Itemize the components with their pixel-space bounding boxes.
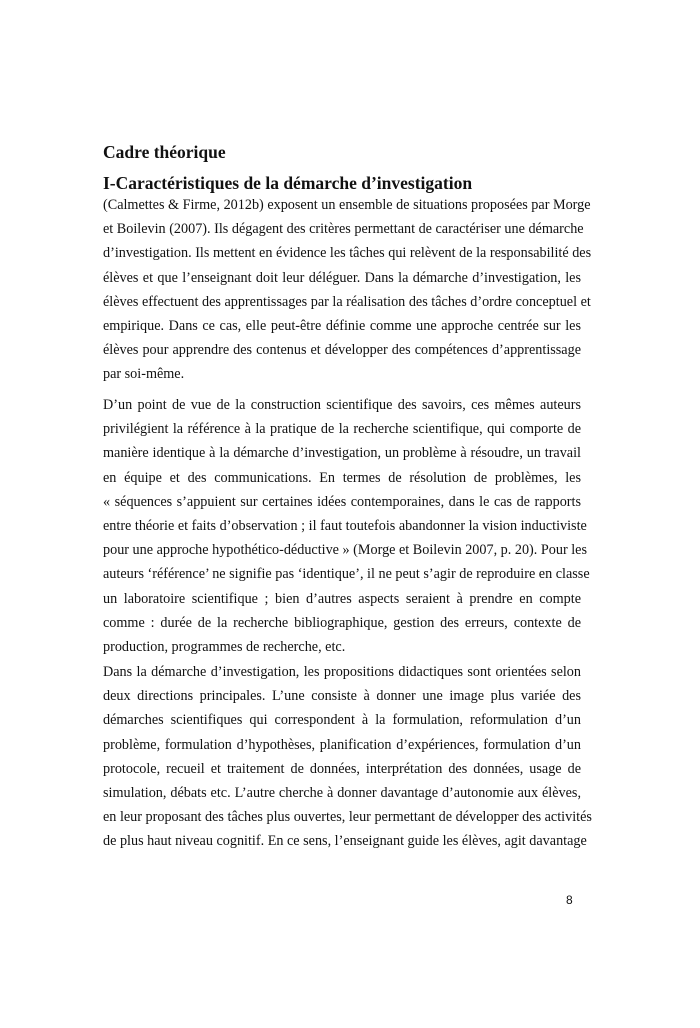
text-line: auteurs ‘référence’ ne signifie pas ‘identique’, il ne peut s’agir de reproduire en classe [103,566,590,583]
paragraph-2 [103,393,590,659]
text-line: élèves pour apprendre des contenus et développer des compétences d’apprentissage [103,342,581,359]
text-line: empirique. Dans ce cas, elle peut-être définie comme une approche centrée sur les [103,317,581,334]
text-line: comme : durée de la recherche bibliographique, gestion des erreurs, contexte de [103,614,581,631]
text-line: de plus haut niveau cognitif. En ce sens, l’enseignant guide les élèves, agit davantage [103,833,587,850]
text-line: deux directions principales. L’une consiste à donner une image plus variée des [103,688,581,705]
text-line: simulation, débats etc. L’autre cherche à donner davantage d’autonomie aux élèves, [103,784,581,801]
text-line: élèves effectuent des apprentissages par la réalisation des tâches d’ordre conceptuel et [103,293,591,310]
text-line: entre théorie et faits d’observation ; il faut toutefois abandonner la vision inductiviste [103,517,587,534]
text-line: manière identique à la démarche d’investigation, un problème à résoudre, un travail [103,445,581,462]
text-line: D’un point de vue de la construction scientifique des savoirs, ces mêmes auteurs [103,397,581,413]
text-line: pour une approche hypothético-déductive » (Morge et Boilevin 2007, p. 20). Pour les [103,542,587,559]
text-line: et Boilevin (2007). Ils dégagent des critères permettant de caractériser une démarche [103,221,584,238]
text-line: par soi-même. [103,366,185,383]
text-line: privilégient la référence à la pratique de la recherche scientifique, qui comporte de [103,421,581,438]
text-line: un laboratoire scientifique ; bien d’autres aspects seraient à prendre en compte [103,590,581,607]
section-title: Cadre théorique [103,142,226,162]
text-line: d’investigation. Ils mettent en évidence les tâches qui relèvent de la responsabilité des [103,245,592,262]
text-line: « séquences s’appuient sur certaines idées contemporaines, dans le cas de rapports [103,493,581,510]
text-line: en leur proposant des tâches plus ouvertes, leur permettant de développer des activités [103,809,592,826]
text-line: démarches scientifiques qui correspondent à la formulation, reformulation d’un [103,712,581,729]
text-line: (Calmettes & Firme, 2012b) exposent un ensemble de situations proposées par Morge [103,197,591,213]
page-number: 8 [566,893,573,907]
text-line: en équipe et des communications. En termes de résolution de problèmes, les [103,469,581,486]
text-line: Dans la démarche d’investigation, les propositions didactiques sont orientées selon [103,664,581,680]
text-line: production, programmes de recherche, etc. [103,638,346,655]
paragraph-3 [103,660,592,854]
text-line: protocole, recueil et traitement de données, interprétation des données, usage de [103,760,581,777]
paragraph-1 [103,193,592,387]
chapter-title: I-Caractéristiques de la démarche d’investigation [103,173,473,193]
text-line: problème, formulation d’hypothèses, planification d’expériences, formulation d’un [103,736,581,753]
text-line: élèves et que l’enseignant doit leur déléguer. Dans la démarche d’investigation, les [103,269,581,286]
